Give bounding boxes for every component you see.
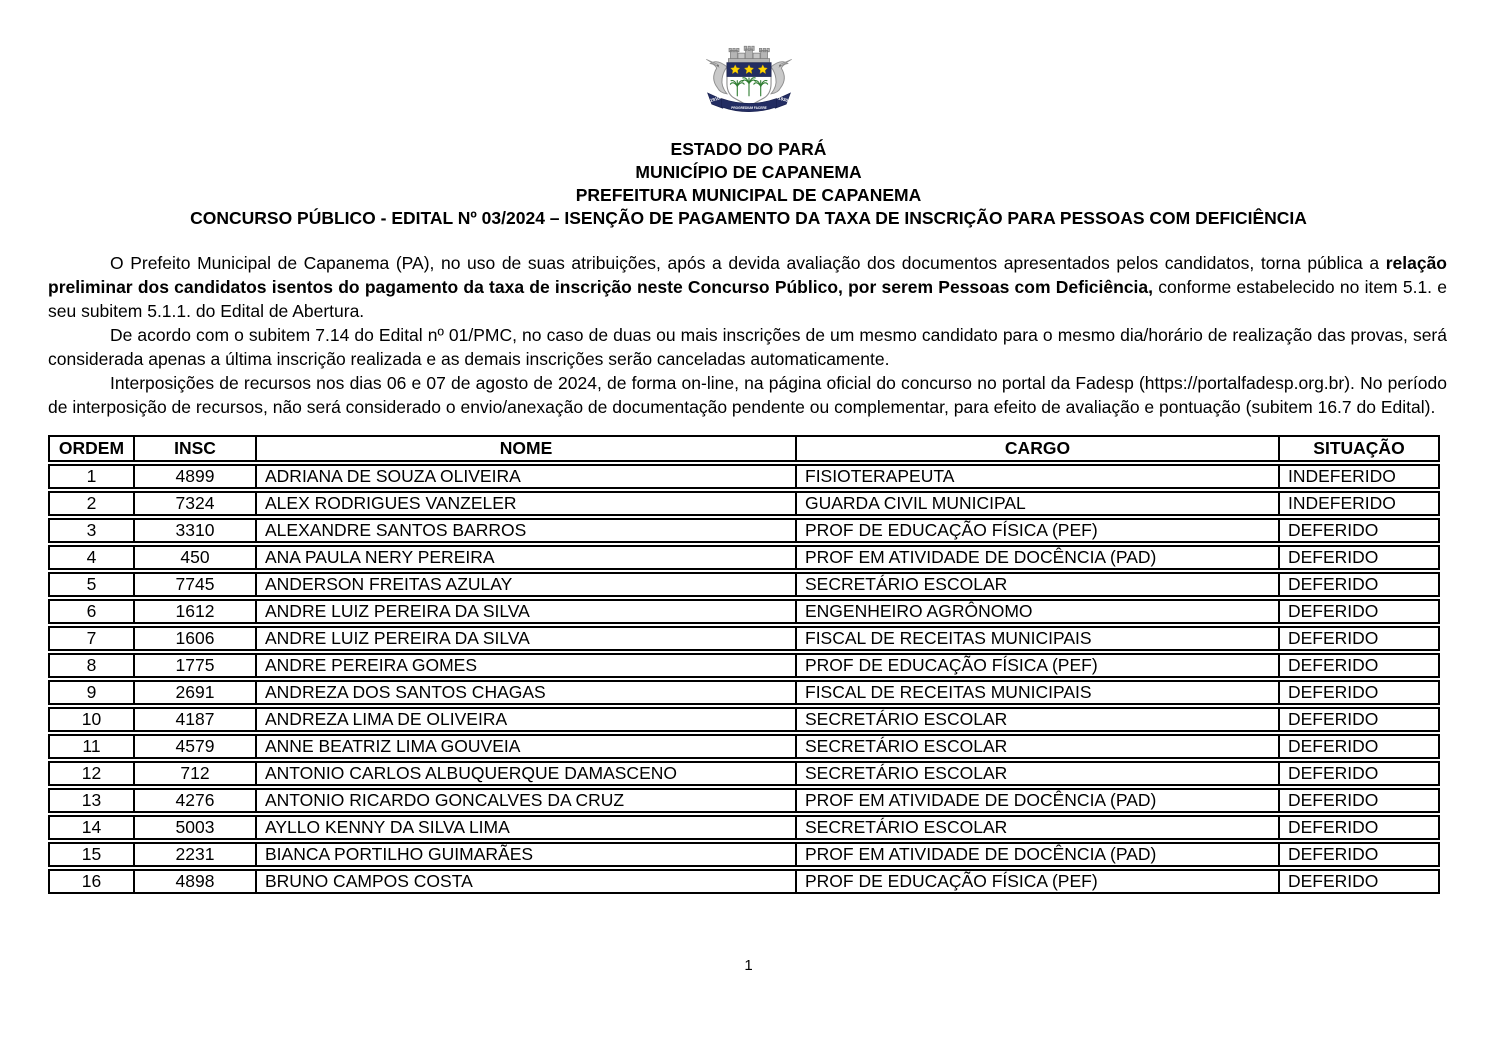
column-header: NOME <box>255 435 795 462</box>
table-cell: SECRETÁRIO ESCOLAR <box>795 761 1278 786</box>
table-cell: 5 <box>48 572 133 597</box>
table-cell: PROF DE EDUCAÇÃO FÍSICA (PEF) <box>795 653 1278 678</box>
table-cell: 712 <box>133 761 255 786</box>
results-table-container <box>48 433 1447 896</box>
municipal-crest-icon <box>687 32 811 128</box>
table-row <box>48 815 1440 840</box>
table-cell: 8 <box>48 653 133 678</box>
table-row <box>48 842 1440 867</box>
table-cell: SECRETÁRIO ESCOLAR <box>795 734 1278 759</box>
table-cell: DEFERIDO <box>1278 734 1440 759</box>
paragraph-1-suffix: conforme estabelecido no item 5.1. e seu subitem 5.1.1. do Edital de Abertura. <box>48 277 1447 321</box>
table-cell: PROF EM ATIVIDADE DE DOCÊNCIA (PAD) <box>795 788 1278 813</box>
table-cell: ANDREZA DOS SANTOS CHAGAS <box>255 680 795 705</box>
table-row <box>48 653 1440 678</box>
table-cell: 1612 <box>133 599 255 624</box>
table-row <box>48 464 1440 489</box>
table-row <box>48 599 1440 624</box>
intro-paragraphs <box>48 251 1447 419</box>
table-cell: 7745 <box>133 572 255 597</box>
table-cell: 450 <box>133 545 255 570</box>
table-cell: ENGENHEIRO AGRÔNOMO <box>795 599 1278 624</box>
table-cell: 6 <box>48 599 133 624</box>
paragraph-2: De acordo com o subitem 7.14 do Edital nº 01/PMC, no caso de duas ou mais inscrições de um mesmo candidato para o mesmo dia/horário de realização das provas, será considerada apenas a última inscrição realizada e as demais inscrições serão canceladas automaticamente. <box>48 325 1447 369</box>
table-cell: DEFERIDO <box>1278 626 1440 651</box>
paragraph-1-prefix: O Prefeito Municipal de Capanema (PA), no uso de suas atribuições, após a devida avaliação dos documentos apresentados pelos candidatos, torna pública a <box>110 253 1386 273</box>
table-cell: DEFERIDO <box>1278 680 1440 705</box>
table-body <box>48 464 1440 894</box>
crest-year-right: 1930 <box>777 95 789 103</box>
table-cell: PROF DE EDUCAÇÃO FÍSICA (PEF) <box>795 869 1278 894</box>
paragraph-1-bold: relação preliminar dos candidatos isentos do pagamento da taxa de inscrição neste Concurso Público, por serem Pessoas com Deficiência, <box>48 253 1447 297</box>
table-cell: ALEX RODRIGUES VANZELER <box>255 491 795 516</box>
crest-motto: PROGREDIUM FACERE <box>730 105 767 110</box>
table-cell: 1 <box>48 464 133 489</box>
header-state-line: ESTADO DO PARÁ <box>670 139 827 159</box>
table-cell: 3310 <box>133 518 255 543</box>
table-cell: ANDERSON FREITAS AZULAY <box>255 572 795 597</box>
table-cell: PROF EM ATIVIDADE DE DOCÊNCIA (PAD) <box>795 842 1278 867</box>
table-cell: DEFERIDO <box>1278 572 1440 597</box>
table-cell: FISCAL DE RECEITAS MUNICIPAIS <box>795 626 1278 651</box>
table-cell: 10 <box>48 707 133 732</box>
table-cell: DEFERIDO <box>1278 842 1440 867</box>
table-cell: 7324 <box>133 491 255 516</box>
table-cell: 13 <box>48 788 133 813</box>
header-edital-line: CONCURSO PÚBLICO - EDITAL Nº 03/2024 – ISENÇÃO DE PAGAMENTO DA TAXA DE INSCRIÇÃO PARA PESSOAS COM DEFICIÊNCIA <box>190 208 1307 228</box>
table-cell: ANTONIO RICARDO GONCALVES DA CRUZ <box>255 788 795 813</box>
table-cell: ANA PAULA NERY PEREIRA <box>255 545 795 570</box>
table-cell: SECRETÁRIO ESCOLAR <box>795 707 1278 732</box>
header-municipality-line: MUNICÍPIO DE CAPANEMA <box>635 162 862 182</box>
table-cell: INDEFERIDO <box>1278 491 1440 516</box>
table-row <box>48 545 1440 570</box>
document-header <box>0 138 1497 230</box>
column-header: INSC <box>133 435 255 462</box>
table-cell: FISIOTERAPEUTA <box>795 464 1278 489</box>
table-row <box>48 680 1440 705</box>
table-row <box>48 626 1440 651</box>
column-header: CARGO <box>795 435 1278 462</box>
table-cell: 4276 <box>133 788 255 813</box>
table-cell: FISCAL DE RECEITAS MUNICIPAIS <box>795 680 1278 705</box>
table-cell: AYLLO KENNY DA SILVA LIMA <box>255 815 795 840</box>
table-cell: SECRETÁRIO ESCOLAR <box>795 815 1278 840</box>
table-cell: ALEXANDRE SANTOS BARROS <box>255 518 795 543</box>
table-cell: INDEFERIDO <box>1278 464 1440 489</box>
table-cell: DEFERIDO <box>1278 545 1440 570</box>
table-cell: 4187 <box>133 707 255 732</box>
header-prefecture-line: PREFEITURA MUNICIPAL DE CAPANEMA <box>575 185 922 205</box>
paragraph-3: Interposições de recursos nos dias 06 e 07 de agosto de 2024, de forma on-line, na página oficial do concurso no portal da Fadesp (https://portalfadesp.org.br). No período de interposição de recursos, não será considerado o envio/anexação de documentação pendente ou complementar, para efeito de avaliação e pontuação (subitem 16.7 do Edital). <box>48 373 1447 417</box>
column-header: ORDEM <box>48 435 133 462</box>
table-cell: ANDRE PEREIRA GOMES <box>255 653 795 678</box>
table-cell: 5003 <box>133 815 255 840</box>
table-cell: DEFERIDO <box>1278 815 1440 840</box>
table-cell: SECRETÁRIO ESCOLAR <box>795 572 1278 597</box>
crest-container <box>0 0 1497 128</box>
table-cell: 14 <box>48 815 133 840</box>
table-cell: 15 <box>48 842 133 867</box>
crest-shield <box>726 63 770 107</box>
table-cell: ANDRE LUIZ PEREIRA DA SILVA <box>255 599 795 624</box>
table-cell: 16 <box>48 869 133 894</box>
table-cell: 9 <box>48 680 133 705</box>
table-cell: DEFERIDO <box>1278 788 1440 813</box>
table-cell: 1775 <box>133 653 255 678</box>
table-row <box>48 761 1440 786</box>
table-cell: ADRIANA DE SOUZA OLIVEIRA <box>255 464 795 489</box>
crest-right-supporter <box>771 59 792 93</box>
table-row <box>48 707 1440 732</box>
table-cell: 11 <box>48 734 133 759</box>
table-cell: DEFERIDO <box>1278 599 1440 624</box>
table-cell: 12 <box>48 761 133 786</box>
table-cell: 2231 <box>133 842 255 867</box>
table-row <box>48 788 1440 813</box>
column-header: SITUAÇÃO <box>1278 435 1440 462</box>
table-row <box>48 869 1440 894</box>
table-cell: 1606 <box>133 626 255 651</box>
table-row <box>48 491 1440 516</box>
table-cell: DEFERIDO <box>1278 653 1440 678</box>
table-cell: BRUNO CAMPOS COSTA <box>255 869 795 894</box>
table-row <box>48 518 1440 543</box>
paragraph-1 <box>48 251 1447 323</box>
table-cell: 4 <box>48 545 133 570</box>
table-cell: 2 <box>48 491 133 516</box>
table-cell: 4898 <box>133 869 255 894</box>
table-cell: PROF EM ATIVIDADE DE DOCÊNCIA (PAD) <box>795 545 1278 570</box>
table-row <box>48 734 1440 759</box>
table-cell: ANNE BEATRIZ LIMA GOUVEIA <box>255 734 795 759</box>
table-cell: DEFERIDO <box>1278 761 1440 786</box>
table-row <box>48 572 1440 597</box>
page-number: 1 <box>744 957 753 974</box>
table-cell: BIANCA PORTILHO GUIMARÃES <box>255 842 795 867</box>
table-cell: DEFERIDO <box>1278 707 1440 732</box>
crest-year-left: 1910 <box>708 95 720 103</box>
results-table <box>48 433 1440 896</box>
table-cell: 2691 <box>133 680 255 705</box>
table-cell: 4899 <box>133 464 255 489</box>
table-header-row <box>48 435 1440 462</box>
document-body <box>0 251 1497 896</box>
table-cell: DEFERIDO <box>1278 869 1440 894</box>
table-cell: GUARDA CIVIL MUNICIPAL <box>795 491 1278 516</box>
table-cell: ANDRE LUIZ PEREIRA DA SILVA <box>255 626 795 651</box>
table-cell: ANDREZA LIMA DE OLIVEIRA <box>255 707 795 732</box>
table-cell: 7 <box>48 626 133 651</box>
table-cell: PROF DE EDUCAÇÃO FÍSICA (PEF) <box>795 518 1278 543</box>
crest-left-supporter <box>706 59 727 93</box>
table-cell: ANTONIO CARLOS ALBUQUERQUE DAMASCENO <box>255 761 795 786</box>
table-cell: 4579 <box>133 734 255 759</box>
table-cell: 3 <box>48 518 133 543</box>
table-cell: DEFERIDO <box>1278 518 1440 543</box>
crest-crown-icon <box>728 46 769 63</box>
